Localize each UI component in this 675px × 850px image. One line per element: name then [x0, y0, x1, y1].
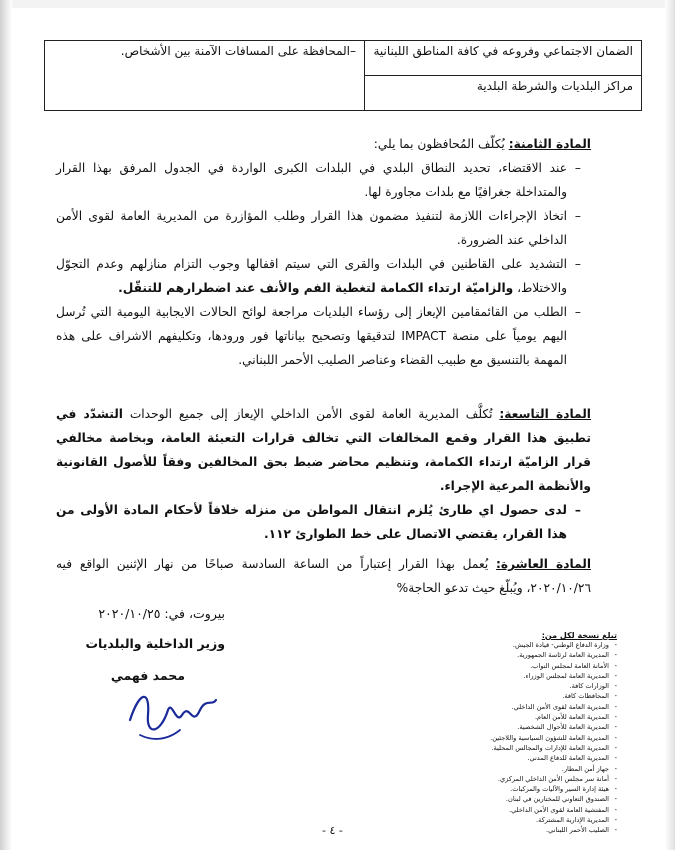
scan-edge-right — [665, 0, 675, 850]
list-item: - وزارة الدفاع الوطني- قيادة الجيش. — [487, 640, 617, 650]
bullet-text: اتخاذ الإجراءات اللازمة لتنفيذ مضمون هذا القرار وطلب المؤازرة من المديرية العامة لقوى الأمن الداخلي عند الضرورة. — [56, 209, 567, 247]
list-item: - الصندوق التعاوني للمختارين في لبنان. — [487, 794, 617, 804]
list-item — [56, 498, 581, 546]
table-cell: الضمان الاجتماعي وفروعه في كافة المناطق اللبنانية — [365, 41, 642, 76]
article-eight — [56, 132, 591, 372]
list-item: - المديرية العامة للشؤون السياسية واللاجئين. — [487, 733, 617, 743]
article-intro: يُكلّف المُحافظون بما يلي: — [373, 137, 509, 151]
list-item: - المديرية العامة لرئاسة الجمهورية. — [487, 650, 617, 660]
list-item: - المديرية العامة للأحوال الشخصية. — [487, 722, 617, 732]
continuation-table — [44, 40, 642, 111]
bullet-bold-text: والزاميّة ارتداء الكمامة لتغطية الفم والأنف عند اضطرارهم للتنقّل. — [118, 281, 514, 295]
article-text: يُعمل بهذا القرار إعتباراً من الساعة السادسة صباحًا من نهار الإثنين الواقع فيه ٢٠٢٠/١٠/٢٦، ويُبلّغ حيث تدعو الحاجة% — [56, 557, 591, 595]
list-item — [56, 252, 581, 300]
article-heading: المادة الثامنة: — [508, 137, 591, 151]
article-ten — [56, 552, 591, 600]
distribution-list — [487, 631, 617, 836]
list-item: - الوزارات كافة. — [487, 681, 617, 691]
table-cell: –المحافظة على المسافات الآمنة بين الأشخاص. — [45, 41, 365, 111]
signatory-name: محمد فهمي — [110, 668, 185, 683]
bullet-text: الطلب من القائمقامين الإيعاز إلى رؤساء البلديات مراجعة لوائح الحالات الايجابية اليومية التي تُرسل اليهم يومياً على منصة IMPACT لتدقيقها وتصحيح بياناتها فور ورودها، وتكليفهم الاشراف على هذه المهمة بالتنسيق مع طبيب القضاء وعناصر الصليب الأحمر اللبناني. — [56, 305, 567, 367]
list-item: - المحافظات كافة. — [487, 691, 617, 701]
list-item: - الأمانة العامة لمجلس النواب. — [487, 661, 617, 671]
page-number: - ٤ - — [322, 824, 343, 837]
list-item: - أمانة سر مجلس الأمن الداخلي المركزي. — [487, 774, 617, 784]
table-cell: مراكز البلديات والشرطة البلدية — [365, 76, 642, 111]
list-item: - الصليب الأحمر اللبناني. — [487, 825, 617, 835]
scan-edge-top — [0, 0, 675, 8]
list-item: - المفتشية العامة لقوى الأمن الداخلي. — [487, 805, 617, 815]
article-heading: المادة العاشرة: — [496, 557, 591, 571]
list-item: - هيئة إدارة السير والآليات والمركبات. — [487, 784, 617, 794]
bullet-text: لدى حصول اي طارئ يُلزم انتقال المواطن من منزله خلافاً لأحكام المادة الأولى من هذا القرار، يقتضي الاتصال على خط الطوارئ ١١٢. — [56, 503, 567, 541]
article-nine — [56, 402, 591, 546]
signatory-title: وزير الداخلية والبلديات — [85, 636, 225, 651]
list-item — [56, 156, 581, 204]
place-date: بيروت، في: ٢٠٢٠/١٠/٢٥ — [98, 606, 225, 621]
list-item: - المديرية الإدارية المشتركة. — [487, 815, 617, 825]
list-item: - المديرية العامة لقوى الأمن الداخلي. — [487, 702, 617, 712]
list-item — [56, 204, 581, 252]
list-item: - جهاز أمن المطار. — [487, 764, 617, 774]
article-heading: المادة التاسعة: — [499, 407, 591, 421]
list-item: - المديرية العامة للإدارات والمجالس المحلية. — [487, 743, 617, 753]
distribution-title: تبلغ نسخة لكل من: — [541, 631, 617, 640]
handwritten-signature — [120, 680, 220, 750]
scan-edge-left — [0, 0, 12, 850]
article-bold-text: التشدّد في تطبيق هذا القرار وقمع المخالفات التي تخالف قرارات التعبئة العامة، وبخاصة مخالفي قرار الزاميّة ارتداء الكمامة، وتنظيم محاضر ضبط بحق المخالفين وفقاً للأصول القانونية والأنظمة المرعية الإجراء. — [56, 407, 591, 493]
list-item: - المديرية العامة لمجلس الوزراء. — [487, 671, 617, 681]
article-intro: تُكلَّف المديرية العامة لقوى الأمن الداخلي الإيعاز إلى جميع الوحدات — [122, 407, 500, 421]
bullet-text: عند الاقتضاء، تحديد النطاق البلدي في البلدات الكبرى الواردة في الجدول المرفق بهذا القرار والمتداخلة جغرافيًا مع بلدات مجاورة لها. — [56, 161, 567, 199]
list-item: - المديرية العامة للدفاع المدني. — [487, 753, 617, 763]
list-item — [56, 300, 581, 372]
list-item: - المديرية العامة للأمن العام. — [487, 712, 617, 722]
bullet-text: التشديد على القاطنين في البلدات والقرى التي سيتم اقفالها وجوب التزام منازلهم وعدم التجوّل والاختلاط، — [56, 257, 567, 295]
